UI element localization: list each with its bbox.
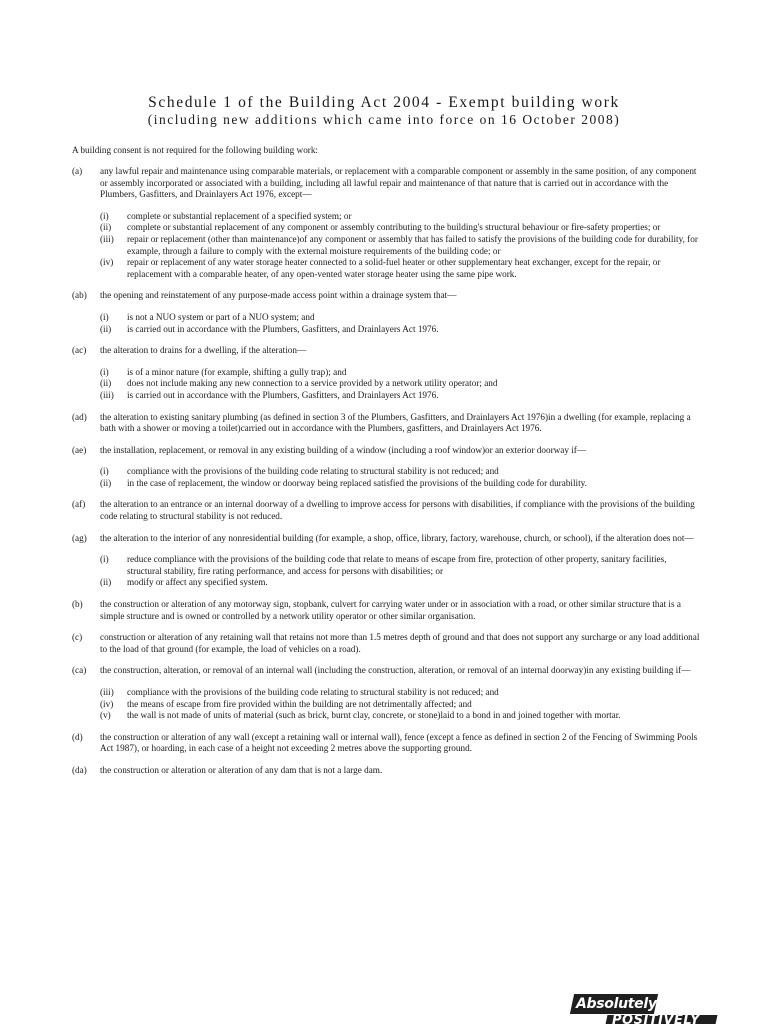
subitem [100,222,702,234]
subitem-text: repair or replacement (other than maintenance)of any component or assembly that has failed to satisfy the provisions of the building code for durability, for example, through a failure to comply with the external moisture requirements of the building code; or [127,233,698,256]
item-label: (ad) [72,411,87,422]
subitem-label: (v) [100,710,111,721]
item-body [100,345,702,401]
item-text: the construction, alteration, or removal of an internal wall (including the construction, alteration, or removal of an internal doorway)in any existing building if— [100,665,691,676]
item-text: the alteration to the interior of any nonresidential building (for example, a shop, office, library, factory, warehouse, church, or school), if the alteration does not— [100,532,694,543]
subitem-text: is not a NUO system or part of a NUO system; and [127,311,315,322]
item-label: (d) [72,731,83,742]
subitem [100,687,702,699]
item-text: the construction or alteration of any wall (except a retaining wall or internal wall), fence (except a fence as defined in section 2 of the Fencing of Swimming Pools Act 1987), or hoarding, in each case of a height not exceeding 2 metres above the supporting ground. [100,731,698,754]
brand-logo [570,992,720,1024]
intro-paragraph: A building consent is not required for the following building work: [72,145,318,155]
subitem-list [100,554,702,589]
logo-text-top: Absolutely [576,996,657,1012]
subitem-text: the means of escape from fire provided within the building are not detrimentally affected; and [127,698,472,709]
subitem [100,478,702,490]
exempt-work-list [72,166,702,787]
list-item [72,499,702,522]
item-label: (ag) [72,532,87,543]
item-body [100,412,702,435]
item-label: (ca) [72,665,87,676]
list-item [72,533,702,589]
list-item [72,765,702,777]
item-text: the installation, replacement, or removal in any existing building of a window (including a roof window)or an exterior doorway if— [100,444,587,455]
item-text: the alteration to existing sanitary plumbing (as defined in section 3 of the Plumbers, Gasfitters, and Drainlayers Act 1976)in a dwelling (for example, replacing a bath with a shower or moving a toilet)carried out in accordance with the Plumbers, gasfitters, and Drainlayers Act 1976. [100,411,691,434]
subitem-label: (ii) [100,222,112,233]
item-text: the alteration to an entrance or an internal doorway of a dwelling to improve access for persons with disabilities, if compliance with the provisions of the building code relating to structural stability is not reduced. [100,499,695,522]
subitem-list [100,466,702,489]
subitem [100,257,702,280]
item-label: (a) [72,166,83,176]
subitem-text: complete or substantial replacement of a specified system; or [127,210,352,221]
subitem-text: modify or affect any specified system. [127,577,268,588]
item-body [100,599,702,622]
subitem-text: does not include making any new connection to a service provided by a network utility operator; and [127,378,498,389]
subitem-list [100,367,702,402]
subitem-label: (iii) [100,687,114,697]
subitem-text: compliance with the provisions of the building code relating to structural stability is not reduced; and [127,687,499,697]
subitem-label: (iv) [100,698,114,709]
item-body [100,499,702,522]
subitem [100,211,702,223]
item-label: (af) [72,499,86,510]
subitem-text: is of a minor nature (for example, shifting a gully trap); and [127,366,347,377]
logo-text-bottom: POSITIVELY [612,1013,701,1024]
subitem-text: reduce compliance with the provisions of the building code that relate to means of escape from fire, protection of other property, sanitary facilities, structural stability, fire rating performance, and access for persons with disabilities; or [127,554,667,576]
item-body [100,166,702,280]
subitem-label: (iii) [100,233,114,244]
subitem [100,378,702,390]
item-text: the construction or alteration or alteration of any dam that is not a large dam. [100,764,383,775]
page-subtitle: (including new additions which came into force on 16 October 2008) [147,112,621,127]
subitem-label: (i) [100,554,109,565]
subitem-label: (i) [100,366,109,377]
item-body [100,732,702,755]
item-label: (c) [72,632,83,643]
list-item [72,632,702,655]
subitem-list [100,211,702,281]
subitem [100,312,702,324]
page-title: Schedule 1 of the Building Act 2004 - Exempt building work [148,94,620,111]
subitem [100,554,702,577]
list-item [72,732,702,755]
subitem-list [100,687,702,722]
subitem-label: (iii) [100,389,114,400]
subitem-text: complete or substantial replacement of any component or assembly contributing to the building's structural behaviour or fire-safety properties; or [127,222,661,233]
subitem-text: in the case of replacement, the window or doorway being replaced satisfied the provisions of the building code for durability. [127,477,587,488]
list-item [72,290,702,335]
subitem [100,324,702,336]
item-text: any lawful repair and maintenance using comparable materials, or replacement with a comparable component or assembly in the same position, of any component or assembly incorporated or associated with a building, including all lawful repair and maintenance of that nature that is carried out in accordance with the Plumbers, Gasfitters, and Drainlayers Act 1976, except— [100,166,697,200]
subitem-list [100,312,702,335]
item-label: (da) [72,764,87,775]
item-body [100,290,702,335]
subitem-label: (ii) [100,477,112,488]
list-item [72,345,702,401]
subitem-label: (i) [100,210,109,221]
subitem-label: (ii) [100,323,112,334]
list-item [72,166,702,280]
subitem-label: (i) [100,466,109,477]
subitem [100,390,702,402]
item-body [100,765,702,777]
item-body [100,533,702,589]
subitem [100,577,702,589]
subitem [100,466,702,478]
subitem-text: compliance with the provisions of the building code relating to structural stability is not reduced; and [127,466,499,477]
subitem-text: is carried out in accordance with the Plumbers, Gasfitters, and Drainlayers Act 1976. [127,323,439,334]
subitem-text: is carried out in accordance with the Plumbers, Gasfitters, and Drainlayers Act 1976. [127,389,439,400]
item-text: construction or alteration of any retaining wall that retains not more than 1.5 metres depth of ground and that does not support any surcharge or any load additional to the load of that ground (for example, the load of vehicles on a road). [100,632,700,654]
list-item [72,599,702,622]
subitem [100,234,702,257]
subitem-label: (ii) [100,378,112,389]
list-item [72,412,702,435]
item-text: the alteration to drains for a dwelling, if the alteration— [100,345,307,356]
subitem [100,699,702,711]
subitem-text: repair or replacement of any water storage heater connected to a solid-fuel heater or other supplementary heat exchanger, except for the repair, or replacement with a comparable heater, of any open-vented water storage heater using the same pipe work. [127,257,661,279]
subitem-label: (iv) [100,257,114,268]
item-label: (b) [72,599,83,610]
list-item [72,665,702,721]
item-body [100,665,702,721]
item-text: the opening and reinstatement of any purpose-made access point within a drainage system that— [100,290,457,301]
subitem-label: (ii) [100,577,112,588]
item-body [100,445,702,490]
subitem [100,710,702,722]
subitem-text: the wall is not made of units of material (such as brick, burnt clay, concrete, or stone)laid to a bond in and joined together with mortar. [127,710,621,721]
item-text: the construction or alteration of any motorway sign, stopbank, culvert for carrying water under or in association with a road, or other similar structure that is a simple structure and is owned or controlled by a network utility operator or other similar organisation. [100,599,681,621]
item-body [100,632,702,655]
item-label: (ae) [72,444,87,455]
subitem [100,367,702,379]
subitem-label: (i) [100,311,109,322]
list-item [72,445,702,490]
item-label: (ab) [72,290,87,301]
item-label: (ac) [72,345,87,356]
